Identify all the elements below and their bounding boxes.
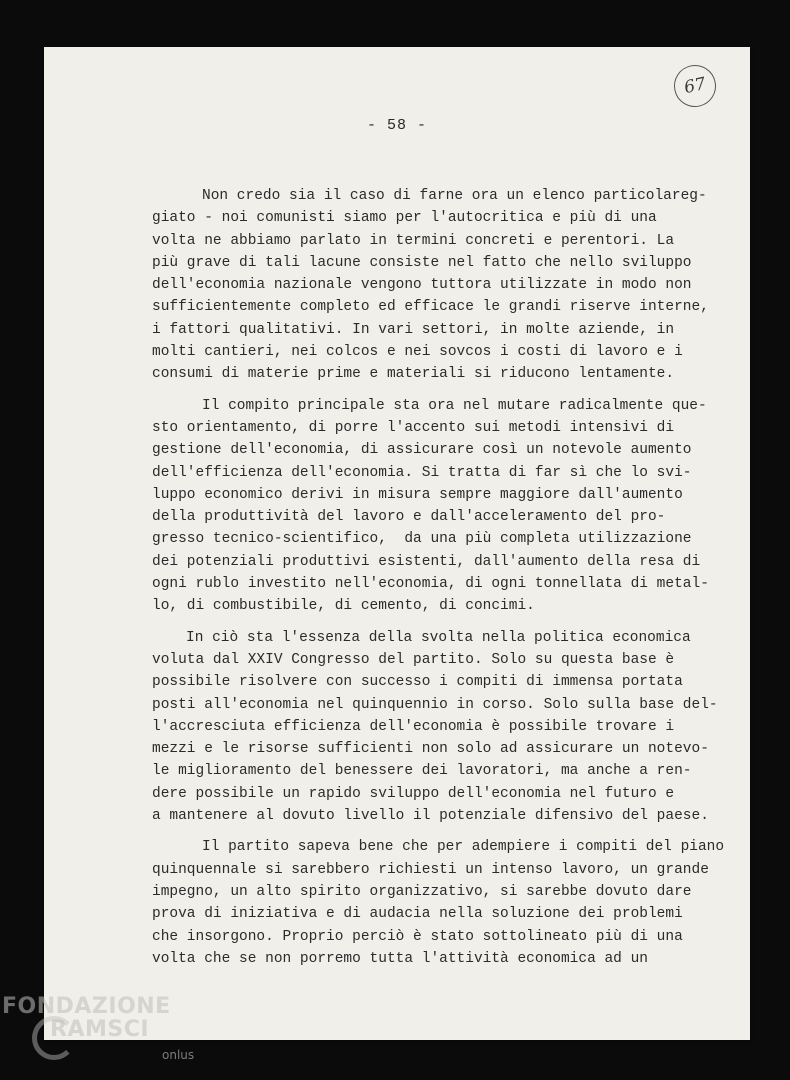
archive-watermark xyxy=(2,994,202,1074)
text-line: dei potenziali produttivi esistenti, dall'aumento della resa di xyxy=(152,553,701,570)
watermark-line-2: RAMSCI xyxy=(50,1017,150,1042)
paragraph xyxy=(152,395,712,618)
document-page xyxy=(44,47,750,1040)
text-line: gestione dell'economia, di assicurare così un notevole aumento xyxy=(152,442,692,459)
text-line: più grave di tali lacune consiste nel fatto che nello sviluppo xyxy=(152,254,692,271)
text-line: voluta dal XXIV Congresso del partito. Solo su questa base è xyxy=(152,651,675,668)
body-text xyxy=(152,185,725,979)
text-line: l'accresciuta efficienza dell'economia è possibile trovare i xyxy=(152,718,675,735)
text-line: a mantenere al dovuto livello il potenziale difensivo del paese. xyxy=(152,808,709,825)
text-line: posti all'economia nel quinquennio in corso. Solo sulla base del- xyxy=(152,696,718,713)
watermark-onlus: onlus xyxy=(162,1048,195,1062)
paragraph xyxy=(152,836,725,970)
text-line: dere possibile un rapido sviluppo dell'economia nel futuro e xyxy=(152,785,675,802)
paragraph xyxy=(152,185,712,386)
text-line: sufficientemente completo ed efficace le grandi riserve interne, xyxy=(152,299,709,316)
text-line: dell'economia nazionale vengono tuttora utilizzate in modo non xyxy=(152,277,692,294)
text-line: Il partito sapeva bene che per adempiere i compiti del piano xyxy=(202,839,725,856)
text-line: mezzi e le risorse sufficienti non solo ad assicurare un notevo- xyxy=(152,741,709,758)
text-line: Il compito principale sta ora nel mutare radicalmente que- xyxy=(202,397,707,414)
text-line: quinquennale si sarebbero richiesti un intenso lavoro, un grande xyxy=(152,861,709,878)
text-line: i fattori qualitativi. In vari settori, in molte aziende, in xyxy=(152,321,675,338)
text-line: volta ne abbiamo parlato in termini concreti e perentori. La xyxy=(152,232,675,249)
text-line: Non credo sia il caso di farne ora un elenco particolareg- xyxy=(202,188,707,204)
text-line: sto orientamento, di porre l'accento sui metodi intensivi di xyxy=(152,419,675,436)
text-line: luppo economico derivi in misura sempre maggiore dall'aumento xyxy=(152,486,683,503)
text-line: possibile risolvere con successo i compiti di immensa portata xyxy=(152,674,683,691)
text-line: volta che se non porremo tutta l'attività economica ad un xyxy=(152,950,648,967)
folio-number: 67 xyxy=(682,73,708,99)
text-line: In ciò sta l'essenza della svolta nella politica economica xyxy=(186,629,691,646)
text-line: dell'efficienza dell'economia. Si tratta di far sì che lo svi- xyxy=(152,464,692,481)
text-line: gresso tecnico-scientifico, da una più completa utilizzazione xyxy=(152,531,692,548)
text-line: le miglioramento del benessere dei lavoratori, ma anche a ren- xyxy=(152,763,692,780)
text-line: della produttività del lavoro e dall'accelerамento del pro- xyxy=(152,509,666,526)
text-line: prova di iniziativa e di audacia nella soluzione dei problemi xyxy=(152,906,683,923)
text-line: impegno, un alto spirito organizzativo, si sarebbe dovuto dare xyxy=(152,883,692,900)
text-line: molti cantieri, nei colcos e nei sovcos i costi di lavoro e i xyxy=(152,344,683,361)
paragraph xyxy=(152,627,718,828)
text-line: che insorgono. Proprio perciò è stato sottolineato più di una xyxy=(152,928,683,945)
text-line: consumi di materie prime e materiali si riducono lentamente. xyxy=(152,366,675,383)
text-line: lo, di combustibile, di cemento, di concimi. xyxy=(152,598,535,615)
text-line: giato - noi comunisti siamo per l'autocritica e più di una xyxy=(152,210,657,227)
text-line: ogni rublo investito nell'economia, di ogni tonnellata di metal- xyxy=(152,576,709,593)
page-number: - 58 - xyxy=(366,117,427,134)
watermark-line-1: FONDAZIONE xyxy=(2,994,171,1019)
folio-stamp xyxy=(670,61,720,111)
